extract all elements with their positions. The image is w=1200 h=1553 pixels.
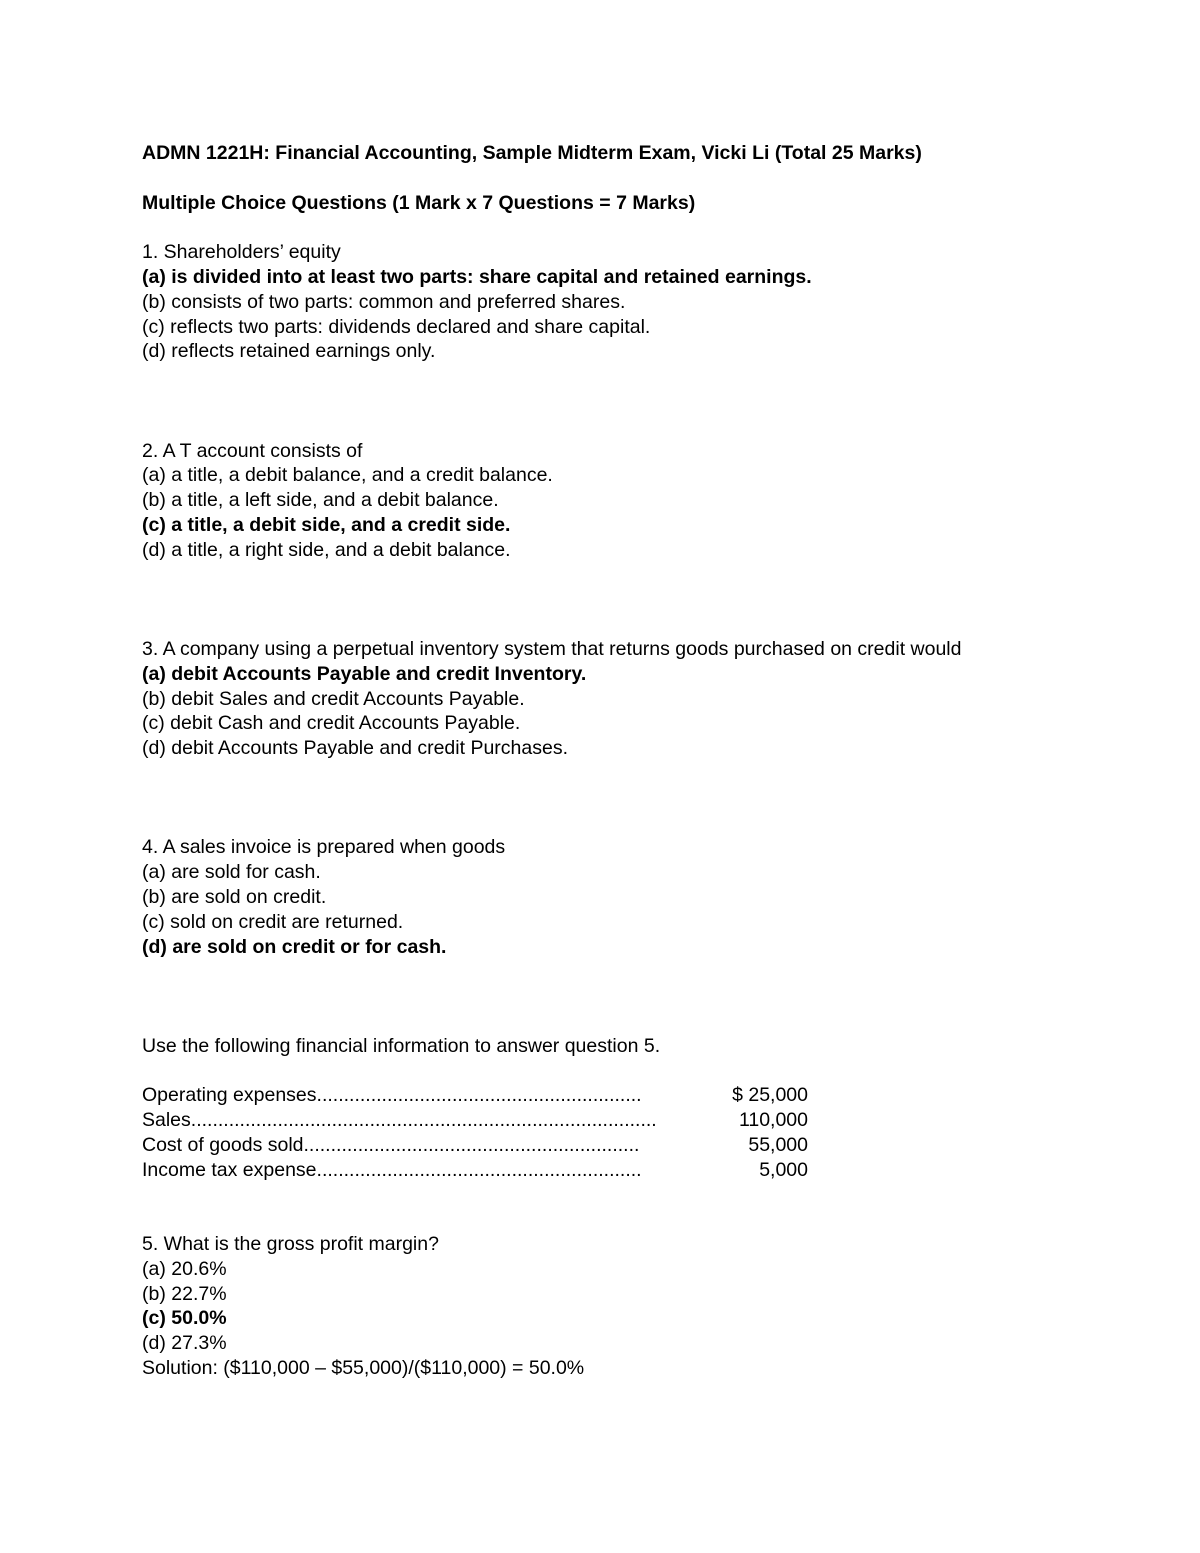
- leader-dots: ............................................................: [316, 1158, 642, 1181]
- option-b: (b) a title, a left side, and a debit balance.: [142, 489, 499, 512]
- option-b: (b) 22.7%: [142, 1282, 227, 1305]
- option-d: (d) debit Accounts Payable and credit Purchases.: [142, 737, 568, 760]
- option-b: (b) are sold on credit.: [142, 885, 327, 908]
- leader-dots: ......................................................................................: [190, 1109, 657, 1132]
- option-d: (d) a title, a right side, and a debit balance.: [142, 538, 511, 561]
- option-d: (d) 27.3%: [142, 1332, 227, 1355]
- financial-row: [142, 1108, 1142, 1133]
- option-c: (c) a title, a debit side, and a credit side.: [142, 513, 511, 536]
- option-a: (a) are sold for cash.: [142, 861, 321, 884]
- financial-row: [142, 1133, 1142, 1158]
- question-stem: 3. A company using a perpetual inventory system that returns goods purchased on credit would: [142, 637, 962, 660]
- option-b: (b) debit Sales and credit Accounts Payable.: [142, 687, 525, 710]
- document-title: ADMN 1221H: Financial Accounting, Sample Midterm Exam, Vicki Li (Total 25 Marks): [142, 142, 922, 164]
- question-stem: 4. A sales invoice is prepared when goods: [142, 836, 506, 859]
- option-d: (d) are sold on credit or for cash.: [142, 935, 447, 958]
- financial-row-value: 5,000: [759, 1158, 808, 1181]
- financial-row-label: Operating expenses: [142, 1084, 317, 1107]
- financial-row-value: 55,000: [748, 1133, 808, 1156]
- option-a: (a) is divided into at least two parts: share capital and retained earnings.: [142, 265, 812, 288]
- solution-text: Solution: ($110,000 – $55,000)/($110,000) = 50.0%: [142, 1357, 585, 1380]
- question-4: [142, 835, 1142, 959]
- financial-info-table: [142, 1083, 1142, 1182]
- financial-row: [142, 1158, 1142, 1183]
- option-c: (c) reflects two parts: dividends declared and share capital.: [142, 315, 651, 338]
- option-c: (c) debit Cash and credit Accounts Payable.: [142, 712, 521, 735]
- question-5: [142, 1232, 1142, 1381]
- question-stem: 5. What is the gross profit margin?: [142, 1233, 439, 1256]
- option-c: (c) sold on credit are returned.: [142, 910, 404, 933]
- financial-row-label: Sales: [142, 1109, 191, 1132]
- option-b: (b) consists of two parts: common and preferred shares.: [142, 290, 626, 313]
- option-d: (d) reflects retained earnings only.: [142, 340, 436, 363]
- financial-row-label: Cost of goods sold: [142, 1133, 304, 1156]
- question-3: [142, 637, 1142, 761]
- financial-row-value: $ 25,000: [732, 1084, 808, 1107]
- exam-page: [142, 141, 1142, 1381]
- option-a: (a) a title, a debit balance, and a credit balance.: [142, 464, 553, 487]
- question-2: [142, 439, 1142, 563]
- question-stem: 2. A T account consists of: [142, 439, 363, 462]
- question-stem: 1. Shareholders’ equity: [142, 241, 341, 264]
- financial-row: [142, 1083, 1142, 1108]
- financial-row-label: Income tax expense: [142, 1158, 317, 1181]
- leader-dots: ............................................................: [316, 1084, 642, 1107]
- section-heading: Multiple Choice Questions (1 Mark x 7 Questions = 7 Marks): [142, 191, 696, 214]
- leader-dots: ..............................................................: [303, 1133, 640, 1156]
- option-a: (a) 20.6%: [142, 1257, 227, 1280]
- financial-row-value: 110,000: [738, 1109, 808, 1132]
- financial-info-intro: Use the following financial information to answer question 5.: [142, 1034, 661, 1057]
- option-a: (a) debit Accounts Payable and credit Inventory.: [142, 662, 587, 685]
- question-1: [142, 240, 1142, 364]
- option-c: (c) 50.0%: [142, 1307, 227, 1330]
